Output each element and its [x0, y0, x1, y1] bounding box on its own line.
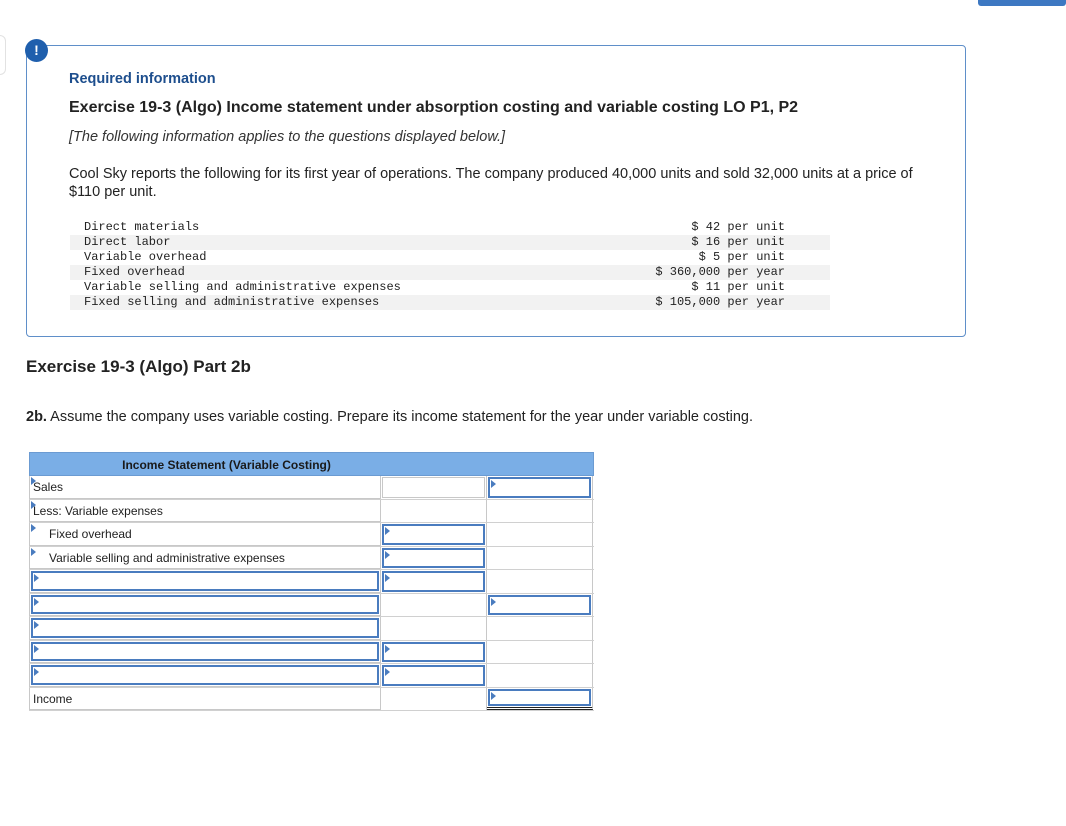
marker-icon [385, 527, 390, 535]
row-label-cell [29, 617, 381, 640]
fact-value: $ 42 per unit [691, 220, 785, 234]
marker-icon [491, 480, 496, 488]
row-amount-input[interactable] [382, 665, 485, 686]
amount-cell [381, 476, 487, 499]
amount-cell [381, 523, 487, 546]
marker-icon [34, 645, 39, 653]
fact-value: $ 360,000 per year [655, 265, 785, 279]
amount-cell [381, 570, 487, 593]
income-statement-table [29, 452, 594, 711]
amount-cell [381, 688, 487, 711]
marker-icon [34, 621, 39, 629]
variable-sga-amount-input[interactable] [382, 548, 485, 569]
marker-icon [34, 598, 39, 606]
row-total-input[interactable] [488, 595, 591, 616]
marker-icon [34, 668, 39, 676]
row-label-input[interactable] [31, 595, 379, 615]
exercise-description: Cool Sky reports the following for its first year of operations. The company produced 40,000 units and sold 32,000 units at a price of $110 per unit. [69, 166, 913, 200]
fact-value: $ 11 per unit [691, 280, 785, 294]
fact-row [70, 265, 830, 280]
statement-row-blank [29, 617, 594, 641]
row-amount-input[interactable] [382, 571, 485, 592]
marker-icon [31, 477, 36, 485]
row-label-cell [29, 523, 381, 546]
sales-amount-input[interactable] [382, 477, 485, 498]
marker-icon [491, 692, 496, 700]
fact-label: Variable overhead [84, 250, 207, 264]
fact-label: Fixed selling and administrative expenses [84, 295, 380, 309]
marker-icon [385, 645, 390, 653]
statement-row-less-variable [29, 500, 594, 524]
question-text [26, 409, 753, 425]
row-label: Income [33, 691, 73, 706]
sales-total-input[interactable] [488, 477, 591, 498]
total-cell [487, 617, 593, 640]
statement-row-variable-sga [29, 547, 594, 571]
fixed-overhead-amount-input[interactable] [382, 524, 485, 545]
marker-icon [385, 551, 390, 559]
marker-icon [31, 501, 36, 509]
question-number: 2b. [26, 409, 47, 425]
row-label-input[interactable] [31, 665, 379, 685]
marker-icon [385, 668, 390, 676]
total-cell [487, 476, 593, 499]
amount-cell [381, 664, 487, 687]
fact-value: $ 105,000 per year [655, 295, 785, 309]
statement-header: Income Statement (Variable Costing) [29, 452, 594, 476]
row-label: Fixed overhead [49, 527, 132, 541]
required-info-heading: Required information [69, 71, 216, 87]
part-title: Exercise 19-3 (Algo) Part 2b [26, 357, 251, 376]
row-label-input[interactable] [31, 618, 379, 638]
fact-label: Variable selling and administrative expenses [84, 280, 401, 294]
statement-row-blank [29, 570, 594, 594]
row-label-cell [29, 547, 381, 570]
total-cell [487, 594, 593, 617]
statement-row-income [29, 688, 594, 712]
row-label-cell [29, 476, 381, 499]
row-label-cell [29, 500, 381, 523]
cost-facts-table [70, 220, 830, 310]
fact-row [70, 220, 830, 235]
row-label-cell [29, 570, 381, 593]
fact-row [70, 250, 830, 265]
amount-cell [381, 641, 487, 664]
marker-icon [31, 524, 36, 532]
fact-value: $ 16 per unit [691, 235, 785, 249]
exercise-note: [The following information applies to the questions displayed below.] [69, 129, 506, 145]
alert-icon: ! [25, 39, 48, 62]
income-total-input[interactable] [488, 689, 591, 707]
marker-icon [31, 548, 36, 556]
row-label: Less: Variable expenses [33, 503, 163, 518]
amount-cell [381, 617, 487, 640]
total-cell [487, 523, 593, 546]
total-cell [487, 688, 593, 711]
statement-row-fixed-overhead [29, 523, 594, 547]
total-cell [487, 664, 593, 687]
row-label-input[interactable] [31, 571, 379, 591]
question-body: Assume the company uses variable costing. Prepare its income statement for the year under variable costing. [46, 409, 753, 425]
top-progress-bar [978, 0, 1066, 6]
statement-row-blank [29, 594, 594, 618]
amount-cell [381, 547, 487, 570]
amount-cell [381, 500, 487, 523]
fact-value: $ 5 per unit [698, 250, 785, 264]
row-label-cell [29, 641, 381, 664]
total-cell [487, 641, 593, 664]
row-label-cell [29, 594, 381, 617]
row-label: Sales [33, 480, 64, 494]
statement-row-sales [29, 476, 594, 500]
row-label-input[interactable] [31, 642, 379, 662]
total-cell [487, 500, 593, 523]
fact-row [70, 280, 830, 295]
marker-icon [34, 574, 39, 582]
side-tab[interactable] [0, 35, 6, 75]
statement-row-blank [29, 641, 594, 665]
exercise-title: Exercise 19-3 (Algo) Income statement under absorption costing and variable costing LO P1, P2 [69, 99, 799, 116]
marker-icon [491, 598, 496, 606]
row-label: Variable selling and administrative expenses [49, 550, 285, 565]
fact-label: Direct materials [84, 220, 200, 234]
total-cell [487, 547, 593, 570]
fact-label: Direct labor [84, 235, 171, 249]
amount-cell [381, 594, 487, 617]
total-cell [487, 570, 593, 593]
row-label-cell [29, 664, 381, 687]
statement-row-blank [29, 664, 594, 688]
row-amount-input[interactable] [382, 642, 485, 663]
fact-label: Fixed overhead [84, 265, 185, 279]
fact-row [70, 295, 830, 310]
fact-row [70, 235, 830, 250]
marker-icon [385, 574, 390, 582]
row-label-cell [29, 688, 381, 711]
